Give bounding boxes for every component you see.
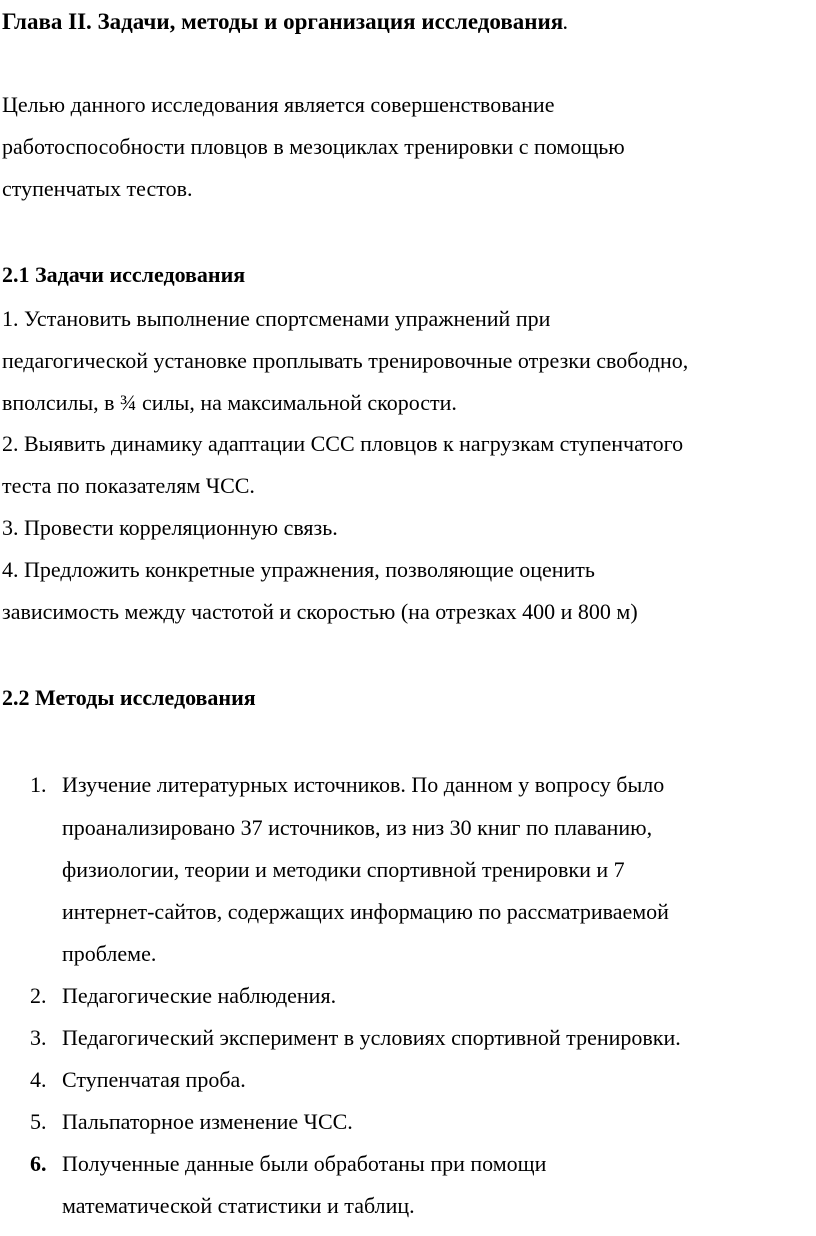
method-number: 4. <box>30 1067 47 1092</box>
intro-line: ступенчатых тестов. <box>2 176 193 201</box>
task-line: педагогической установке проплывать тренировочные отрезки свободно, <box>2 348 689 373</box>
method-line: Пальпаторное изменение ЧСС. <box>62 1109 353 1134</box>
section-heading-tasks: 2.1 Задачи исследования <box>2 262 246 287</box>
method-line: проблеме. <box>62 941 157 966</box>
method-number: 1. <box>30 772 47 797</box>
task-line: теста по показателям ЧСС. <box>2 473 255 498</box>
method-number: 5. <box>30 1109 47 1134</box>
method-line: проанализировано 37 источников, из низ 30 книг по плаванию, <box>62 815 653 840</box>
method-line: Полученные данные были обработаны при помощи <box>62 1151 547 1176</box>
section-heading-methods: 2.2 Методы исследования <box>2 685 256 710</box>
task-line: 3. Провести корреляционную связь. <box>2 515 338 540</box>
chapter-title-text: Глава II. Задачи, методы и организация исследования <box>2 9 564 34</box>
method-line: математической статистики и таблиц. <box>62 1193 415 1218</box>
intro-line: Целью данного исследования является совершенствование <box>2 92 555 117</box>
chapter-title <box>2 10 567 33</box>
method-line: Педагогические наблюдения. <box>62 983 337 1008</box>
task-line: 2. Выявить динамику адаптации ССС пловцов к нагрузкам ступенчатого <box>2 431 684 456</box>
task-line: 4. Предложить конкретные упражнения, позволяющие оценить <box>2 557 595 582</box>
method-line: физиологии, теории и методики спортивной тренировки и 7 <box>62 857 625 882</box>
method-number: 3. <box>30 1025 47 1050</box>
task-line: вполсилы, в ¾ силы, на максимальной скорости. <box>2 390 457 415</box>
task-line: зависимость между частотой и скоростью (на отрезках 400 и 800 м) <box>2 599 638 624</box>
method-line: Педагогический эксперимент в условиях спортивной тренировки. <box>62 1025 681 1050</box>
method-line: интернет-сайтов, содержащих информацию по рассматриваемой <box>62 899 669 924</box>
method-line: Ступенчатая проба. <box>62 1067 246 1092</box>
method-number: 2. <box>30 983 47 1008</box>
task-line: 1. Установить выполнение спортсменами упражнений при <box>2 306 551 331</box>
method-line: Изучение литературных источников. По данном у вопросу было <box>62 772 665 797</box>
chapter-title-dot: . <box>563 16 568 33</box>
method-number: 6. <box>30 1151 47 1176</box>
intro-line: работоспособности пловцов в мезоциклах тренировки с помощью <box>2 134 625 159</box>
